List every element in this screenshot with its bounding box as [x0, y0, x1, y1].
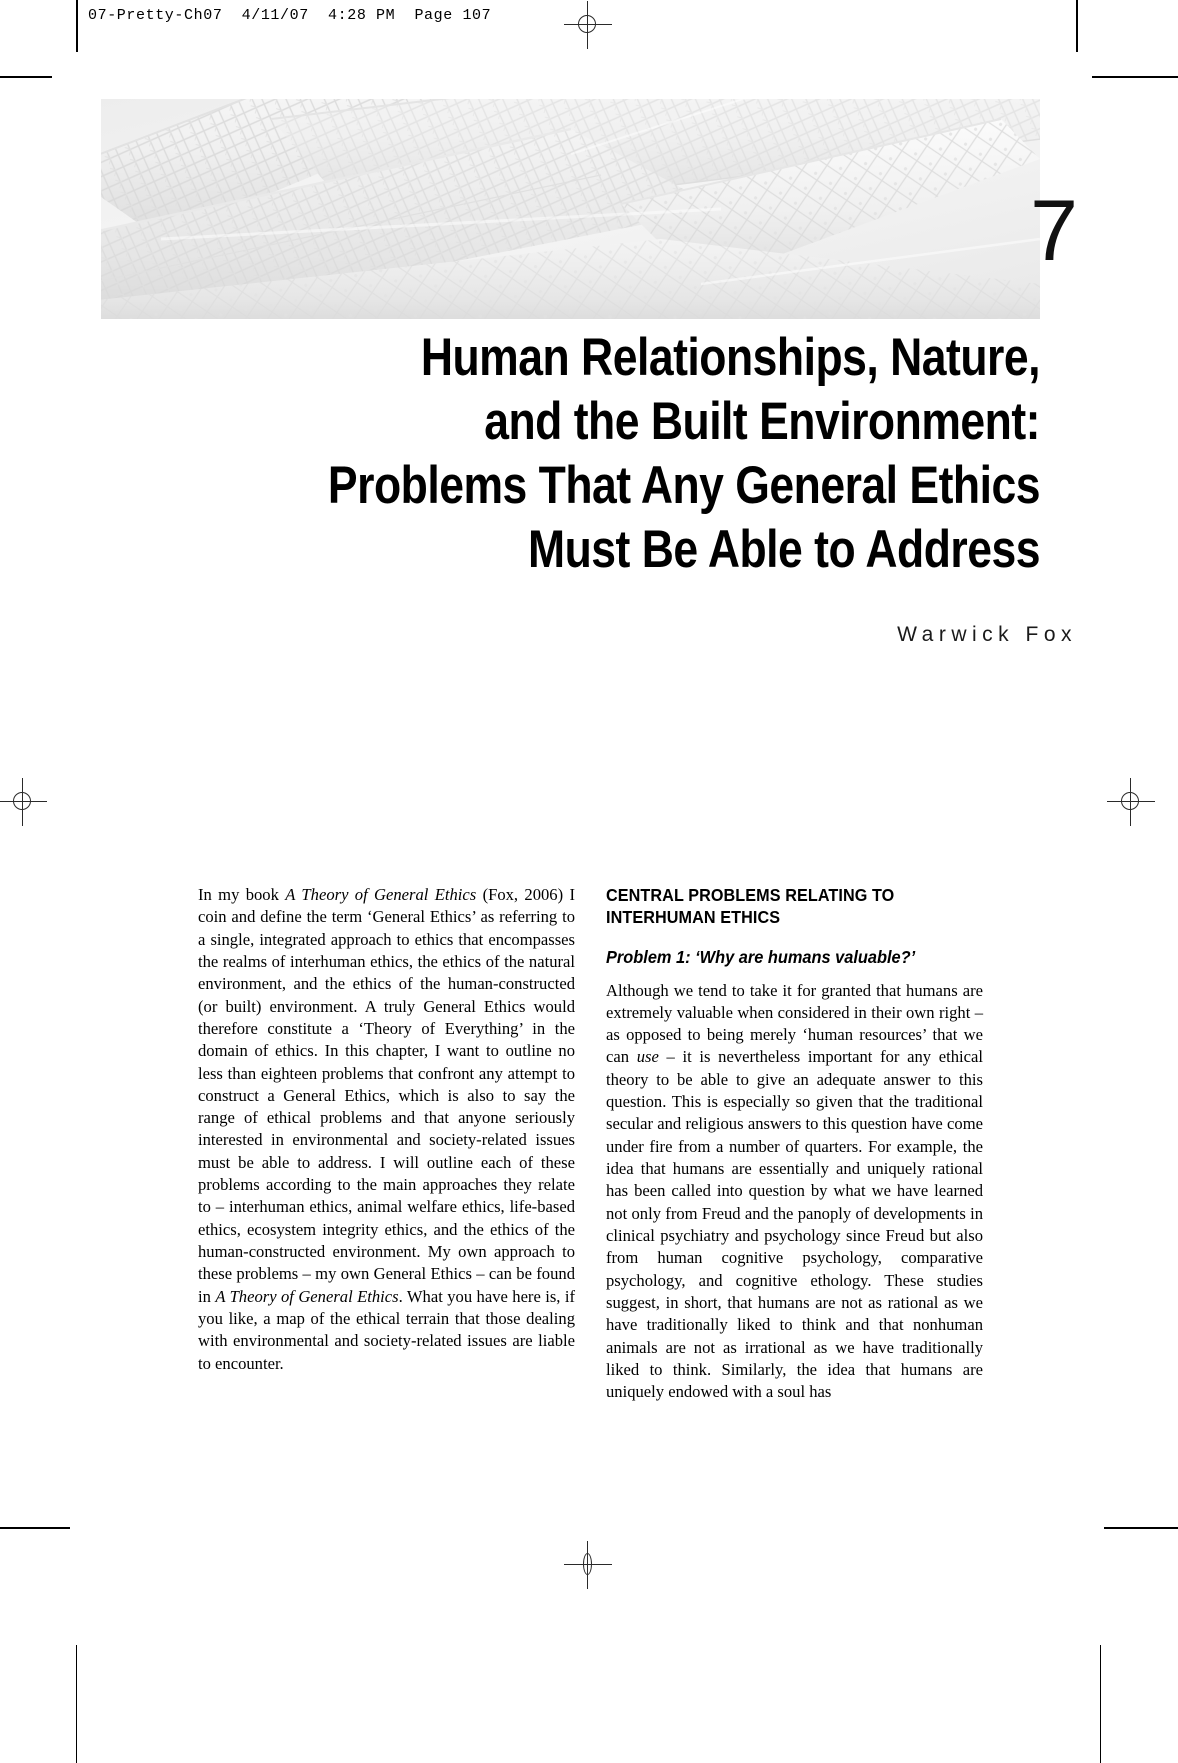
- book-title-italic-1: A Theory of General Ethics: [285, 885, 477, 904]
- registration-mark-left: [0, 778, 47, 826]
- registration-mark-circle: [13, 792, 31, 810]
- problem-heading: Problem 1: ‘Why are humans valuable?’: [606, 946, 916, 967]
- registration-mark-circle: [578, 15, 596, 33]
- right-column-paragraph: [606, 980, 983, 1404]
- book-title-italic-2: A Theory of General Ethics: [215, 1286, 399, 1306]
- author-byline: Warwick Fox: [897, 623, 1077, 646]
- left-text-segment-1: In my book: [198, 885, 286, 904]
- registration-mark-circle: [583, 1553, 592, 1575]
- left-text-segment-2: (Fox, 2006) I coin and define the term ‘General Ethics’ as referring to a single, integrated approach to ethics that encompasses the realms of interhuman ethics, the ethics of the natural environment, and the ethics of the human-constructed (or built) environment. A truly General Ethics would therefore constitute a ‘Theory of Everything’ in the domain of ethics. In this chapter, I want to outline no less than eighteen problems that confront any attempt to construct a General Ethics, which is also to say the range of ethical problems and that anyone seriously interested in environmental and society-related issues must be able to address. I will outline each of these problems according to the main approaches they relate to – interhuman ethics, animal welfare ethics, life-based ethics, ecosystem integrity ethics, and the ethics of the human-constructed environment. My own approach to these problems – my own General Ethics – can be found in: [198, 885, 575, 1306]
- crop-mark-bottom-left-vertical: [76, 1645, 77, 1763]
- chapter-number: 7: [1030, 183, 1078, 279]
- crop-mark-top-right-horizontal: [1092, 76, 1178, 78]
- crop-mark-top-right-vertical: [1076, 0, 1078, 52]
- title-line-1: Human Relationships, Nature,: [420, 328, 1040, 387]
- registration-mark-top: [564, 1, 612, 49]
- registration-mark-right: [1107, 778, 1155, 826]
- body-column-right: [606, 884, 983, 1403]
- emphasis-use: use: [636, 1047, 659, 1067]
- page-slug-line: 07-Pretty-Ch07 4/11/07 4:28 PM Page 107: [88, 7, 492, 24]
- section-heading: CENTRAL PROBLEMS RELATING TO INTERHUMAN ETHICS: [606, 885, 895, 928]
- crop-mark-bottom-left-horizontal: [0, 1527, 70, 1529]
- left-text-segment-3: . What you have here is, if you like, a map of the ethical terrain that those dealing with environmental and society-related issues are liable to encounter.: [198, 1286, 576, 1373]
- page-title: [284, 326, 1040, 583]
- crop-mark-bottom-right-horizontal: [1104, 1527, 1178, 1529]
- stacked-tires-illustration: [101, 99, 1040, 319]
- registration-mark-bottom: [564, 1541, 612, 1589]
- crop-mark-bottom-right-vertical: [1100, 1645, 1101, 1763]
- body-column-left: [198, 884, 575, 1375]
- title-line-2: and the Built Environment:: [484, 392, 1040, 452]
- left-column-paragraph: [198, 884, 575, 1375]
- title-line-3: Problems That Any General Ethics: [327, 456, 1040, 516]
- registration-mark-circle: [1121, 792, 1139, 810]
- right-text-segment-1: Although we tend to take it for granted that humans are extremely valuable when considered in their own right – as opposed to being merely ‘human resources’ that we can: [606, 980, 983, 1067]
- crop-mark-top-left-vertical: [76, 0, 78, 52]
- chapter-opener-image: [101, 99, 1040, 319]
- crop-mark-top-left-horizontal: [0, 76, 52, 78]
- title-line-4: Must Be Able to Address: [527, 520, 1040, 580]
- right-text-segment-2: – it is nevertheless important for any ethical theory to be able to give an adequate answer to this question. This is especially so given that the traditional secular and religious answers to this question have come under fire from a number of quarters. For example, the idea that humans are essentially and uniquely rational has been called into question by what we have learned not only from Freud and the panoply of developments in clinical psychiatry and psychology since Freud but also from human cognitive psychology, comparative psychology, and cognitive ethology. These studies suggest, in short, that humans are not as rational as we have traditionally liked to think and that nonhuman animals are not as irrational as we have traditionally liked to think. Similarly, the idea that humans are uniquely endowed with a soul has: [606, 1047, 983, 1402]
